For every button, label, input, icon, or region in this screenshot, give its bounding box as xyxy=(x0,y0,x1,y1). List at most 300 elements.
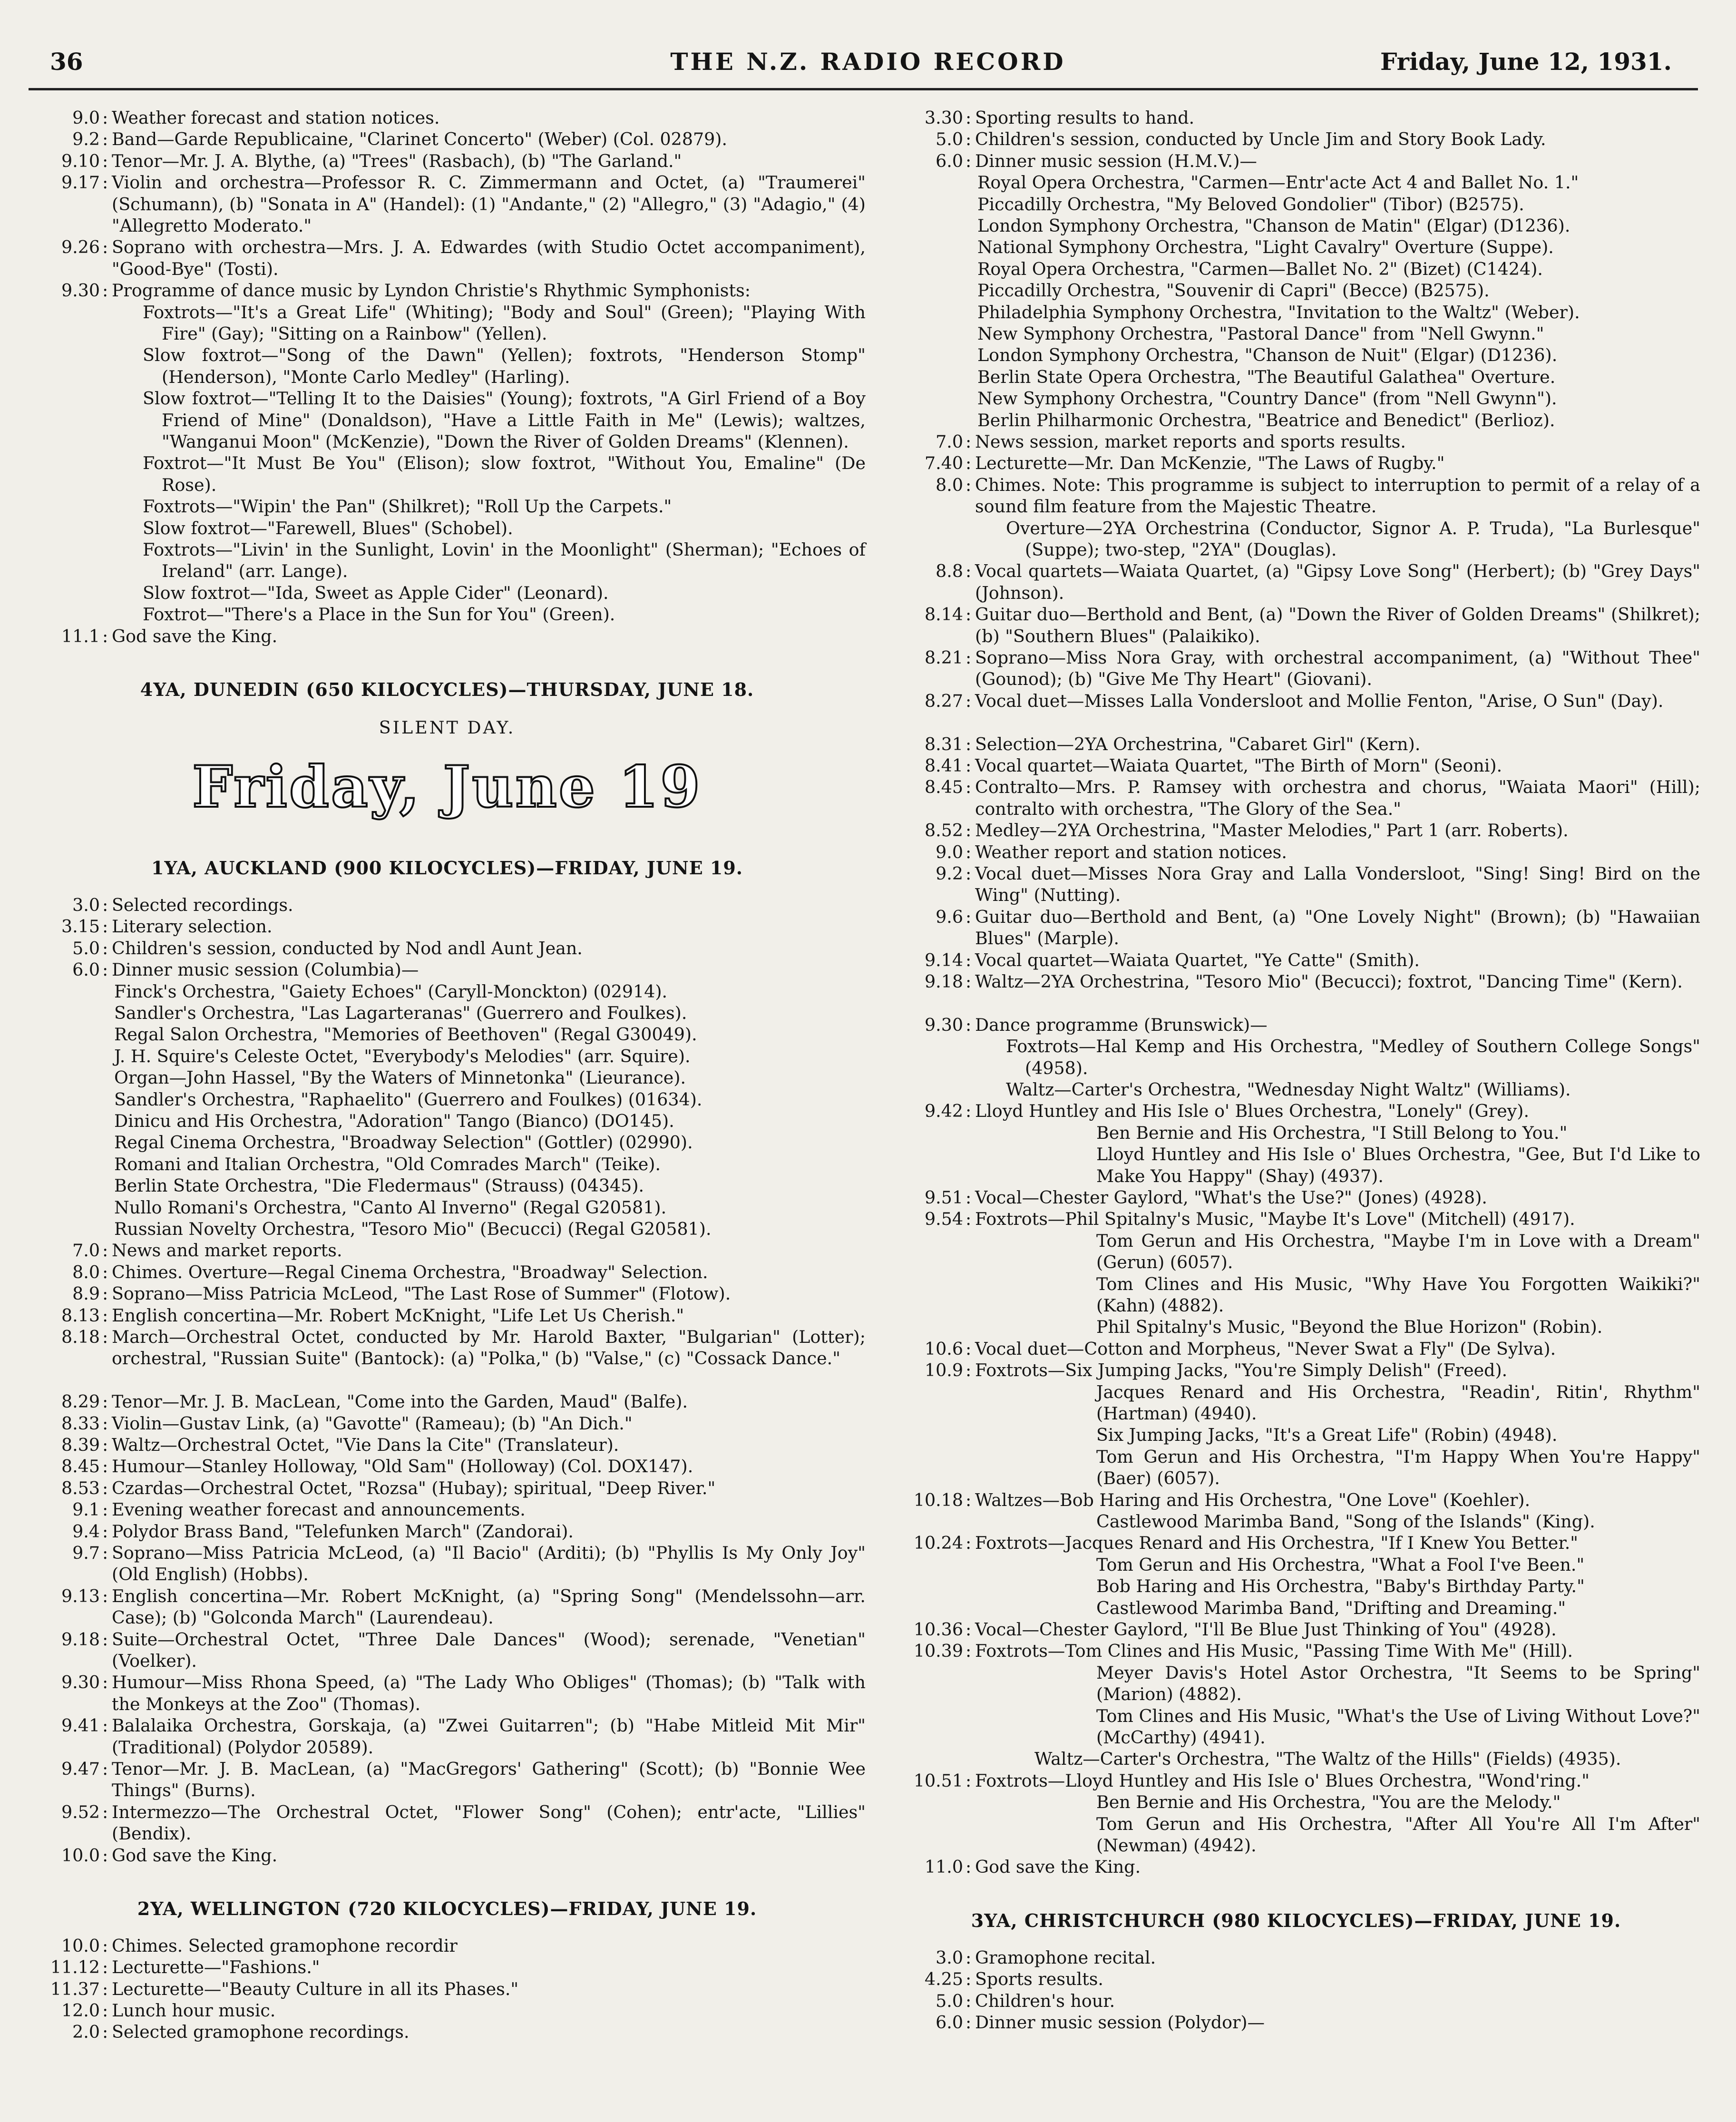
entry-text: Lecturette—Mr. Dan McKenzie, "The Laws of Rugby." xyxy=(975,453,1445,474)
entry-colon: : xyxy=(966,1187,972,1208)
entry-colon: : xyxy=(102,1456,108,1477)
entry-colon: : xyxy=(102,959,108,980)
entry-time: 9.51 xyxy=(924,1187,963,1208)
entry-time: 9.14 xyxy=(924,949,963,970)
entry-text: Soprano—Miss Nora Gray, with orchestral accompaniment, (a) "Without Thee" (Gounod); (b) "Give Me Thy Heart" (Giovani). xyxy=(975,647,1700,690)
programme-item: Tom Clines and His Music, "What's the Use of Living Without Love?" (McCarthy) (4941). xyxy=(1096,1705,1700,1748)
programme-item: Foxtrot—"It Must Be You" (Elison); slow foxtrot, "Without You, Emaline" (De Rose). xyxy=(143,453,866,495)
entry-text: Literary selection. xyxy=(112,916,273,937)
programme-item: Waltz—Carter's Orchestra, "Wednesday Night Waltz" (Williams). xyxy=(1006,1079,1571,1100)
entry-colon: : xyxy=(102,1542,108,1563)
station-heading: 4YA, DUNEDIN (650 KILOCYCLES)—THURSDAY, JUNE 18. xyxy=(140,679,754,701)
entry-time: 8.9 xyxy=(72,1283,100,1304)
programme-entry xyxy=(892,560,1700,604)
entry-time: 11.37 xyxy=(50,1978,100,1999)
programme-entry xyxy=(892,1619,1700,1640)
entry-text: Suite—Orchestral Octet, "Three Dale Dances" (Wood); serenade, "Venetian" (Voelker). xyxy=(112,1629,866,1671)
entry-colon: : xyxy=(102,129,108,150)
programme-entry xyxy=(29,1499,866,1520)
programme-item: Royal Opera Orchestra, "Carmen—Ballet No. 2" (Bizet) (C1424). xyxy=(977,258,1543,279)
programme-item: National Symphony Orchestra, "Light Cavalry" Overture (Suppe). xyxy=(977,237,1554,258)
programme-entry xyxy=(892,1338,1700,1359)
programme-item: Tom Gerun and His Orchestra, "What a Fool I've Been." xyxy=(1096,1554,1585,1575)
entry-time: 8.21 xyxy=(924,647,963,668)
programme-entry xyxy=(892,2012,1700,2033)
entry-colon: : xyxy=(966,1990,972,2011)
entry-colon: : xyxy=(966,1533,972,1554)
programme-entry xyxy=(892,107,1700,128)
programme-item: Berlin State Opera Orchestra, "The Beautiful Galathea" Overture. xyxy=(977,366,1556,387)
programme-entry xyxy=(892,128,1700,150)
entry-colon: : xyxy=(966,1770,972,1791)
entry-time: 3.30 xyxy=(924,108,963,128)
entry-colon: : xyxy=(102,108,108,128)
programme-entry xyxy=(29,626,866,647)
entry-colon: : xyxy=(966,1360,972,1381)
entry-text: Sports results. xyxy=(975,1969,1103,1990)
programme-item: Piccadilly Orchestra, "My Beloved Gondolier" (Tibor) (B2575). xyxy=(977,194,1524,215)
entry-colon: : xyxy=(102,1957,108,1978)
programme-entry xyxy=(29,1456,866,1477)
entry-time: 10.51 xyxy=(913,1770,963,1791)
entry-time: 7.0 xyxy=(72,1240,100,1261)
programme-item: Berlin Philharmonic Orchestra, "Beatrice and Benedict" (Berlioz). xyxy=(977,410,1555,430)
entry-colon: : xyxy=(102,1305,108,1326)
entry-colon: : xyxy=(102,1435,108,1455)
programme-entry xyxy=(892,452,1700,474)
page-number: 36 xyxy=(50,48,83,76)
right-column xyxy=(892,107,1700,2033)
programme-entry xyxy=(892,776,1700,820)
entry-text: Lecturette—"Fashions." xyxy=(112,1957,320,1978)
programme-item: Foxtrots—"Wipin' the Pan" (Shilkret); "Roll Up the Carpets." xyxy=(143,496,672,517)
entry-time: 9.10 xyxy=(61,150,100,171)
entry-colon: : xyxy=(966,1969,972,1990)
programme-item: London Symphony Orchestra, "Chanson de Nuit" (Elgar) (D1236). xyxy=(977,345,1558,366)
entry-time: 11.12 xyxy=(50,1957,100,1978)
entry-time: 9.4 xyxy=(72,1521,100,1542)
programme-entry xyxy=(892,1187,1700,1208)
entry-colon: : xyxy=(102,938,108,958)
programme-item: Bob Haring and His Orchestra, "Baby's Birthday Party." xyxy=(1096,1576,1585,1597)
programme-entry xyxy=(29,1434,866,1456)
entry-time: 12.0 xyxy=(61,2000,100,2021)
programme-entry xyxy=(892,1014,1700,1036)
entry-colon: : xyxy=(102,916,108,937)
entry-time: 6.0 xyxy=(936,150,963,171)
programme-item: Overture—2YA Orchestrina (Conductor, Signor A. P. Truda), "La Burlesque" (Suppe); two-step, "2YA" (Douglas). xyxy=(1006,518,1700,560)
entry-colon: : xyxy=(102,1240,108,1261)
entry-time: 9.7 xyxy=(72,1542,100,1563)
programme-entry xyxy=(892,647,1700,690)
entry-text: Programme of dance music by Lyndon Christie's Rhythmic Symphonists: xyxy=(112,280,751,301)
entry-colon: : xyxy=(966,1014,972,1035)
entry-text: English concertina—Mr. Robert McKnight, (a) "Spring Song" (Mendelssohn—arr. Case); (b) "Golconda March" (Laurendeau). xyxy=(112,1585,866,1628)
entry-text: Lecturette—"Beauty Culture in all its Phases." xyxy=(112,1978,519,1999)
programme-entry xyxy=(892,1532,1700,1554)
entry-colon: : xyxy=(966,690,972,711)
programme-entry xyxy=(29,150,866,172)
entry-colon: : xyxy=(102,280,108,301)
entry-text: Dinner music session (Polydor)— xyxy=(975,2012,1265,2033)
entry-colon: : xyxy=(966,1338,972,1359)
entry-colon: : xyxy=(966,1641,972,1662)
programme-item: Tom Gerun and His Orchestra, "Maybe I'm in Love with a Dream" (Gerun) (6057). xyxy=(1096,1230,1700,1273)
programme-item: Castlewood Marimba Band, "Song of the Islands" (King). xyxy=(1096,1511,1595,1532)
entry-time: 10.0 xyxy=(61,1935,100,1956)
entry-time: 10.39 xyxy=(913,1641,963,1662)
entry-time: 3.0 xyxy=(936,1947,963,1968)
programme-entry xyxy=(29,1629,866,1672)
programme-item: Slow foxtrot—"Farewell, Blues" (Schobel). xyxy=(143,518,513,538)
entry-colon: : xyxy=(102,1629,108,1650)
entry-text: Vocal duet—Cotton and Morpheus, "Never Swat a Fly" (De Sylva). xyxy=(975,1338,1556,1359)
entry-time: 9.54 xyxy=(924,1209,963,1230)
entry-text: Soprano—Miss Patricia McLeod, (a) "Il Bacio" (Arditi); (b) "Phyllis Is My Only Joy" (Old English) (Hobbs). xyxy=(112,1542,866,1585)
programme-item: New Symphony Orchestra, "Pastoral Dance" from "Nell Gwynn." xyxy=(977,323,1544,344)
programme-item: Sandler's Orchestra, "Las Lagarteranas" (Guerrero and Foulkes). xyxy=(114,1003,687,1023)
entry-text: Tenor—Mr. J. A. Blythe, (a) "Trees" (Rasbach), (b) "The Garland." xyxy=(112,150,682,171)
entry-colon: : xyxy=(102,2022,108,2043)
station-heading: 2YA, WELLINGTON (720 KILOCYCLES)—FRIDAY, JUNE 19. xyxy=(137,1897,757,1919)
entry-time: 9.52 xyxy=(61,1801,100,1822)
entry-time: 11.1 xyxy=(61,626,100,646)
entry-time: 9.30 xyxy=(61,280,100,301)
programme-entry xyxy=(892,949,1700,971)
programme-entry xyxy=(892,733,1700,755)
entry-text: Contralto—Mrs. P. Ramsey with orchestra and chorus, "Waiata Maori" (Hill); contralto with orchestra, "The Glory of the Sea." xyxy=(975,777,1700,819)
entry-time: 9.47 xyxy=(61,1758,100,1779)
entry-colon: : xyxy=(102,2000,108,2021)
programme-entry xyxy=(29,1305,866,1326)
programme-item: Romani and Italian Orchestra, "Old Comrades March" (Teike). xyxy=(114,1154,661,1174)
programme-entry xyxy=(29,128,866,150)
programme-entry xyxy=(892,971,1700,1014)
entry-colon: : xyxy=(102,1413,108,1434)
programme-item: Castlewood Marimba Band, "Drifting and Dreaming." xyxy=(1096,1597,1566,1618)
programme-entry xyxy=(892,690,1700,733)
programme-entry xyxy=(29,938,866,959)
programme-item: Six Jumping Jacks, "It's a Great Life" (Robin) (4948). xyxy=(1096,1425,1558,1446)
programme-entry xyxy=(29,1845,866,1866)
entry-text: Vocal quartets—Waiata Quartet, (a) "Gipsy Love Song" (Herbert); (b) "Grey Days" (Johnson). xyxy=(975,561,1700,603)
programme-entry xyxy=(29,1413,866,1434)
entry-colon: : xyxy=(966,561,972,582)
programme-entry xyxy=(892,1640,1700,1662)
entry-colon: : xyxy=(102,1283,108,1304)
entry-colon: : xyxy=(102,150,108,171)
entry-text: Vocal—Chester Gaylord, "What's the Use?" (Jones) (4928). xyxy=(975,1187,1487,1208)
entry-text: God save the King. xyxy=(112,1845,278,1866)
entry-colon: : xyxy=(966,733,972,754)
programme-item: Regal Cinema Orchestra, "Broadway Selection" (Gottler) (02990). xyxy=(114,1132,693,1153)
entry-text: Band—Garde Republicaine, "Clarinet Concerto" (Weber) (Col. 02879). xyxy=(112,129,728,150)
entry-colon: : xyxy=(102,626,108,646)
entry-text: Children's hour. xyxy=(975,1990,1115,2011)
publication-title: THE N.Z. RADIO RECORD xyxy=(670,48,1066,76)
programme-entry xyxy=(892,1856,1700,1878)
entry-text: Selected gramophone recordings. xyxy=(112,2022,410,2043)
entry-time: 7.40 xyxy=(924,453,963,474)
programme-entry xyxy=(29,1585,866,1629)
programme-entry xyxy=(892,863,1700,906)
entry-colon: : xyxy=(102,1585,108,1606)
entry-time: 8.0 xyxy=(72,1261,100,1282)
entry-text: March—Orchestral Octet, conducted by Mr. Harold Baxter, "Bulgarian" (Lotter); orchestral, "Russian Suite" (Bantock): (a) "Polka," (b) "Valse," (c) "Cossack Dance." xyxy=(112,1327,866,1369)
programme-entry xyxy=(29,916,866,937)
entry-text: Medley—2YA Orchestrina, "Master Melodies," Part 1 (arr. Roberts). xyxy=(975,820,1569,841)
programme-item: Royal Opera Orchestra, "Carmen—Entr'acte Act 4 and Ballet No. 1." xyxy=(977,172,1579,193)
entry-colon: : xyxy=(102,1845,108,1866)
programme-entry xyxy=(29,1978,866,2000)
programme-item: Lloyd Huntley and His Isle o' Blues Orchestra, "Gee, But I'd Like to Make You Happy" (Shay) (4937). xyxy=(1096,1144,1700,1186)
entry-text: Chimes. Selected gramophone recordir xyxy=(112,1935,458,1956)
entry-text: Foxtrots—Lloyd Huntley and His Isle o' Blues Orchestra, "Wond'ring." xyxy=(975,1770,1590,1791)
entry-time: 8.45 xyxy=(924,777,963,798)
entry-text: Sporting results to hand. xyxy=(975,108,1195,128)
entry-time: 6.0 xyxy=(936,2012,963,2033)
programme-item: Slow foxtrot—"Telling It to the Daisies" (Young); foxtrots, "A Girl Friend of a Boy Friend of Mine" (Donaldson), "Have a Little Faith in Me" (Lewis); waltzes, "Wanganui Moon" (McKenzie), "Down the River of Golden Dreams" (Klennen). xyxy=(143,388,866,452)
entry-colon: : xyxy=(102,172,108,193)
programme-item: Berlin State Orchestra, "Die Fledermaus" (Strauss) (04345). xyxy=(114,1175,644,1196)
entry-colon: : xyxy=(102,1801,108,1822)
entry-time: 10.36 xyxy=(913,1619,963,1640)
entry-time: 8.45 xyxy=(61,1456,100,1477)
programme-entry xyxy=(29,1326,866,1391)
programme-item: Philadelphia Symphony Orchestra, "Invitation to the Waltz" (Weber). xyxy=(977,302,1580,323)
programme-entry xyxy=(29,1391,866,1412)
entry-colon: : xyxy=(966,2012,972,2033)
entry-time: 5.0 xyxy=(936,129,963,150)
entry-text: Guitar duo—Berthold and Bent, (a) "One Lovely Night" (Brown); (b) "Hawaiian Blues" (Marple). xyxy=(975,906,1700,949)
entry-colon: : xyxy=(966,474,972,495)
entry-text: Foxtrots—Phil Spitalny's Music, "Maybe It's Love" (Mitchell) (4917). xyxy=(975,1209,1575,1230)
entry-colon: : xyxy=(102,895,108,916)
entry-text: Selection—2YA Orchestrina, "Cabaret Girl" (Kern). xyxy=(975,733,1421,754)
programme-entry xyxy=(29,1715,866,1758)
entry-time: 9.1 xyxy=(72,1499,100,1520)
entry-time: 8.8 xyxy=(936,561,963,582)
station-heading: 1YA, AUCKLAND (900 KILOCYCLES)—FRIDAY, JUNE 19. xyxy=(151,857,743,879)
programme-entry xyxy=(29,1240,866,1261)
header-rule xyxy=(29,88,1698,90)
entry-time: 9.30 xyxy=(61,1672,100,1693)
entry-text: English concertina—Mr. Robert McKnight, "Life Let Us Cherish." xyxy=(112,1305,684,1326)
programme-item: Foxtrots—Hal Kemp and His Orchestra, "Medley of Southern College Songs" (4958). xyxy=(1006,1036,1700,1078)
entry-text: Soprano—Miss Patricia McLeod, "The Last Rose of Summer" (Flotow). xyxy=(112,1283,731,1304)
entry-text: Soprano with orchestra—Mrs. J. A. Edwardes (with Studio Octet accompaniment), "Good-Bye" (Tosti). xyxy=(112,237,866,279)
programme-item: Regal Salon Orchestra, "Memories of Beethoven" (Regal G30049). xyxy=(114,1024,697,1045)
entry-time: 9.41 xyxy=(61,1715,100,1736)
programme-entry xyxy=(29,107,866,128)
entry-time: 6.0 xyxy=(72,959,100,980)
entry-colon: : xyxy=(966,906,972,927)
entry-text: Guitar duo—Berthold and Bent, (a) "Down the River of Golden Dreams" (Shilkret); (b) "Southern Blues" (Palaikiko). xyxy=(975,604,1700,646)
programme-entry xyxy=(29,1261,866,1283)
entry-time: 10.18 xyxy=(913,1489,963,1510)
programme-item: Dinicu and His Orchestra, "Adoration" Tango (Bianco) (DO145). xyxy=(114,1111,674,1132)
entry-time: 3.15 xyxy=(61,916,100,937)
entry-colon: : xyxy=(966,150,972,171)
entry-colon: : xyxy=(966,1489,972,1510)
entry-text: Intermezzo—The Orchestral Octet, "Flower Song" (Cohen); entr'acte, "Lillies" (Bendix). xyxy=(112,1801,866,1844)
entry-time: 10.6 xyxy=(924,1338,963,1359)
entry-colon: : xyxy=(102,1521,108,1542)
entry-text: Violin and orchestra—Professor R. C. Zimmermann and Octet, (a) "Traumerei" (Schumann), (b) "Sonata in A" (Handel): (1) "Andante," (2) "Allegro," (3) "Adagio," (4) "Allegretto Moderato." xyxy=(112,172,866,236)
entry-colon: : xyxy=(102,1715,108,1736)
entry-time: 10.24 xyxy=(913,1533,963,1554)
entry-text: Children's session, conducted by Uncle Jim and Story Book Lady. xyxy=(975,129,1546,150)
programme-entry xyxy=(29,280,866,301)
programme-entry xyxy=(892,820,1700,841)
entry-time: 2.0 xyxy=(72,2022,100,2043)
programme-item: Waltz—Carter's Orchestra, "The Waltz of the Hills" (Fields) (4935). xyxy=(1034,1749,1621,1770)
programme-entry xyxy=(29,1283,866,1304)
entry-colon: : xyxy=(102,1477,108,1498)
programme-entry xyxy=(29,1758,866,1801)
programme-item: Slow foxtrot—"Ida, Sweet as Apple Cider" (Leonard). xyxy=(143,582,609,603)
entry-text: Polydor Brass Band, "Telefunken March" (Zandorai). xyxy=(112,1521,574,1542)
programme-item: Nullo Romani's Orchestra, "Canto Al Inverno" (Regal G20581). xyxy=(114,1197,667,1218)
programme-entry xyxy=(892,474,1700,518)
programme-entry xyxy=(892,1770,1700,1791)
programme-item: Russian Novelty Orchestra, "Tesoro Mio" (Becucci) (Regal G20581). xyxy=(114,1219,712,1240)
issue-date: Friday, June 12, 1931. xyxy=(1380,48,1672,76)
programme-entry xyxy=(892,1990,1700,2012)
programme-entry xyxy=(29,894,866,916)
entry-text: Chimes. Overture—Regal Cinema Orchestra, "Broadway" Selection. xyxy=(112,1261,708,1282)
entry-text: Waltz—2YA Orchestrina, "Tesoro Mio" (Becucci); foxtrot, "Dancing Time" (Kern). xyxy=(975,971,1683,992)
entry-colon: : xyxy=(966,647,972,668)
programme-item: Jacques Renard and His Orchestra, "Readin', Ritin', Rhythm" (Hartman) (4940). xyxy=(1096,1381,1700,1424)
programme-item: Piccadilly Orchestra, "Souvenir di Capri" (Becce) (B2575). xyxy=(977,280,1490,301)
programme-item: Meyer Davis's Hotel Astor Orchestra, "It Seems to be Spring" (Marion) (4882). xyxy=(1096,1662,1700,1705)
programme-entry xyxy=(892,841,1700,863)
entry-colon: : xyxy=(102,1978,108,1999)
entry-time: 8.0 xyxy=(936,474,963,495)
programme-entry xyxy=(29,1956,866,1978)
programme-item: Tom Gerun and His Orchestra, "I'm Happy When You're Happy" (Baer) (6057). xyxy=(1096,1446,1700,1489)
programme-entry xyxy=(29,1477,866,1499)
entry-text: Foxtrots—Six Jumping Jacks, "You're Simply Delish" (Freed). xyxy=(975,1360,1508,1381)
programme-entry xyxy=(29,1542,866,1585)
entry-text: Vocal quartet—Waiata Quartet, "The Birth of Morn" (Seoni). xyxy=(975,755,1502,776)
entry-colon: : xyxy=(966,820,972,841)
entry-text: Humour—Miss Rhona Speed, (a) "The Lady Who Obliges" (Thomas); (b) "Talk with the Monkeys at the Zoo" (Thomas). xyxy=(112,1672,866,1714)
entry-colon: : xyxy=(966,1101,972,1122)
entry-colon: : xyxy=(966,841,972,862)
programme-entry xyxy=(892,431,1700,452)
entry-text: Chimes. Note: This programme is subject to interruption to permit of a relay of a sound film feature from the Majestic Theatre. xyxy=(975,474,1700,517)
entry-text: Violin—Gustav Link, (a) "Gavotte" (Rameau); (b) "An Dich." xyxy=(112,1413,633,1434)
programme-entry xyxy=(892,755,1700,776)
programme-item: New Symphony Orchestra, "Country Dance" (from "Nell Gwynn"). xyxy=(977,388,1557,409)
entry-colon: : xyxy=(966,453,972,474)
entry-text: God save the King. xyxy=(112,626,278,646)
programme-entry xyxy=(892,1968,1700,1990)
entry-time: 9.13 xyxy=(61,1585,100,1606)
entry-text: Waltzes—Bob Haring and His Orchestra, "One Love" (Koehler). xyxy=(975,1489,1531,1510)
entry-text: Dinner music session (H.M.V.)— xyxy=(975,150,1257,171)
programme-entry xyxy=(29,172,866,236)
entry-time: 9.30 xyxy=(924,1014,963,1035)
entry-colon: : xyxy=(966,777,972,798)
programme-item: Foxtrots—"It's a Great Life" (Whiting); "Body and Soul" (Green); "Playing With Fire" (Gay); "Sitting on a Rainbow" (Yellen). xyxy=(143,302,866,344)
entry-text: Tenor—Mr. J. B. MacLean, "Come into the Garden, Maud" (Balfe). xyxy=(112,1391,688,1412)
entry-time: 4.25 xyxy=(924,1969,963,1990)
entry-text: Vocal duet—Misses Lalla Vondersloot and Mollie Fenton, "Arise, O Sun" (Day). xyxy=(975,690,1664,711)
station-heading: 3YA, CHRISTCHURCH (980 KILOCYCLES)—FRIDAY, JUNE 19. xyxy=(971,1909,1621,1931)
entry-time: 9.2 xyxy=(72,129,100,150)
programme-entry xyxy=(892,1489,1700,1511)
entry-time: 5.0 xyxy=(936,1990,963,2011)
entry-colon: : xyxy=(966,431,972,452)
entry-colon: : xyxy=(966,971,972,992)
entry-text: News and market reports. xyxy=(112,1240,342,1261)
programme-entry xyxy=(892,1208,1700,1230)
entry-text: Gramophone recital. xyxy=(975,1947,1156,1968)
entry-text: Humour—Stanley Holloway, "Old Sam" (Holloway) (Col. DOX147). xyxy=(112,1456,693,1477)
entry-text: Balalaika Orchestra, Gorskaja, (a) "Zwei Guitarren"; (b) "Habe Mitleid Mit Mir" (Traditional) (Polydor 20589). xyxy=(112,1715,866,1758)
programme-entry xyxy=(29,1521,866,1542)
entry-text: Czardas—Orchestral Octet, "Rozsa" (Hubay); spiritual, "Deep River." xyxy=(112,1477,716,1498)
programme-item: London Symphony Orchestra, "Chanson de Matin" (Elgar) (D1236). xyxy=(977,215,1570,236)
entry-colon: : xyxy=(102,1261,108,1282)
programme-item: Slow foxtrot—"Song of the Dawn" (Yellen); foxtrots, "Henderson Stomp" (Henderson), "Monte Carlo Medley" (Harling). xyxy=(143,345,866,387)
entry-time: 8.13 xyxy=(61,1305,100,1326)
entry-colon: : xyxy=(966,949,972,970)
entry-colon: : xyxy=(966,1619,972,1640)
entry-text: Dinner music session (Columbia)— xyxy=(112,959,419,980)
entry-time: 9.2 xyxy=(936,863,963,884)
entry-text: Vocal—Chester Gaylord, "I'll Be Blue Just Thinking of You" (4928). xyxy=(975,1619,1557,1640)
programme-entry xyxy=(29,2000,866,2021)
entry-text: God save the King. xyxy=(975,1857,1141,1878)
entry-time: 8.53 xyxy=(61,1477,100,1498)
programme-entry xyxy=(29,1801,866,1845)
programme-entry xyxy=(29,1935,866,1956)
entry-colon: : xyxy=(966,1209,972,1230)
programme-item: J. H. Squire's Celeste Octet, "Everybody's Melodies" (arr. Squire). xyxy=(114,1046,691,1066)
entry-time: 9.26 xyxy=(61,237,100,258)
programme-item: Sandler's Orchestra, "Raphaelito" (Guerrero and Foulkes) (01634). xyxy=(114,1089,702,1110)
entry-text: Weather forecast and station notices. xyxy=(112,108,440,128)
entry-time: 8.27 xyxy=(924,690,963,711)
entry-colon: : xyxy=(966,108,972,128)
entry-text: Vocal duet—Misses Nora Gray and Lalla Vondersloot, "Sing! Sing! Bird on the Wing" (Nutting). xyxy=(975,863,1700,906)
entry-time: 8.29 xyxy=(61,1391,100,1412)
entry-time: 11.0 xyxy=(924,1857,963,1878)
left-column xyxy=(29,107,866,2043)
programme-item: Foxtrots—"Livin' in the Sunlight, Lovin' in the Moonlight" (Sherman); "Echoes of Ireland" (arr. Lange). xyxy=(143,539,866,582)
entry-text: Foxtrots—Jacques Renard and His Orchestra, "If I Knew You Better." xyxy=(975,1533,1579,1554)
entry-time: 8.52 xyxy=(924,820,963,841)
entry-time: 9.42 xyxy=(924,1101,963,1122)
entry-time: 9.0 xyxy=(72,108,100,128)
programme-item: Phil Spitalny's Music, "Beyond the Blue Horizon" (Robin). xyxy=(1096,1317,1603,1338)
entry-time: 8.41 xyxy=(924,755,963,776)
programme-entry xyxy=(29,1672,866,1715)
entry-colon: : xyxy=(102,1327,108,1348)
entry-text: Foxtrots—Tom Clines and His Music, "Passing Time With Me" (Hill). xyxy=(975,1641,1573,1662)
programme-entry xyxy=(892,604,1700,647)
entry-colon: : xyxy=(102,1935,108,1956)
entry-time: 8.33 xyxy=(61,1413,100,1434)
entry-text: Evening weather forecast and announcements. xyxy=(112,1499,526,1520)
entry-colon: : xyxy=(966,129,972,150)
entry-time: 9.18 xyxy=(924,971,963,992)
entry-text: Selected recordings. xyxy=(112,895,293,916)
